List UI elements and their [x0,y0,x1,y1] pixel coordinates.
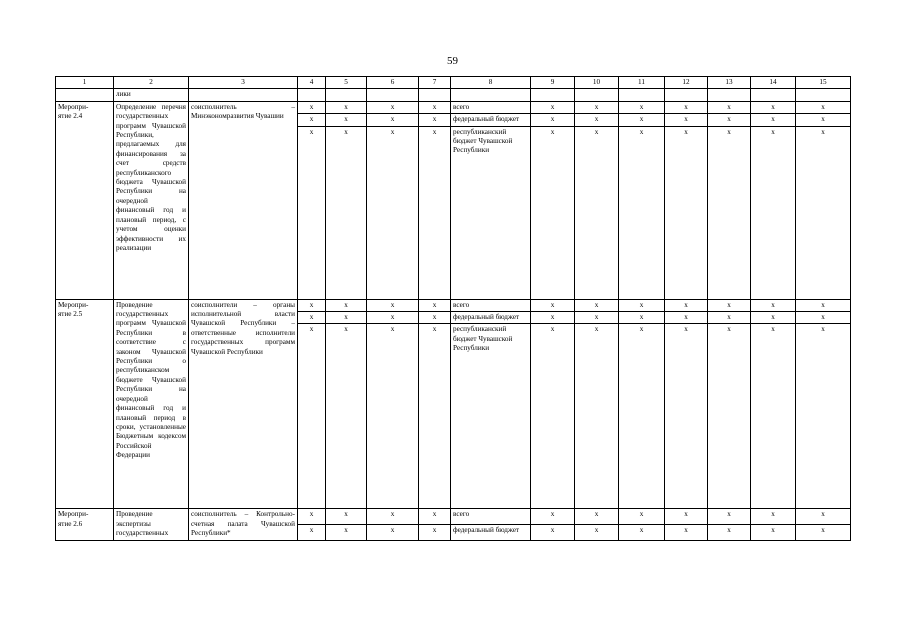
cell-x: x [619,509,665,525]
table-row [56,101,851,113]
event-executor: соисполнитель – Минэкономразвития Чувашии [189,101,298,299]
cell-x: x [419,525,451,541]
cell-x: x [419,324,451,509]
cell-x: x [796,312,851,324]
cell-x: x [326,525,367,541]
cell-x: x [665,126,708,299]
event-executor: соисполнители – органы исполнительной власти Чувашской Республики – ответственные исполнители государственных программ Чувашской Республики [189,299,298,509]
cell-x: x [796,101,851,113]
cell-x: x [708,525,751,541]
funding-source: республиканский бюджет Чувашской Республики [451,126,531,299]
cell-x: x [298,299,326,311]
cell-x: x [619,101,665,113]
cell-x: x [298,312,326,324]
event-executor: соисполнитель – Контрольно-счетная палата Чувашской Республики* [189,509,298,540]
event-number: Меропри- ятие 2.6 [56,509,114,540]
cell-x: x [326,299,367,311]
col-header: 3 [189,77,298,89]
cell-x: x [419,126,451,299]
cell-x: x [665,509,708,525]
cell-x: x [531,101,575,113]
cell-x: x [619,126,665,299]
col-header: 8 [451,77,531,89]
table-row [56,509,851,525]
page-number: 59 [447,55,458,67]
col-header: 13 [708,77,751,89]
cell-x: x [531,114,575,126]
table-row [56,299,851,311]
funding-source: всего [451,101,531,113]
cell-x: x [665,324,708,509]
funding-source: федеральный бюджет [451,312,531,324]
cell-x: x [796,509,851,525]
cell-x: x [298,509,326,525]
cell-x: x [367,299,419,311]
col-header: 10 [575,77,619,89]
continuation-row [56,89,851,101]
cell-x: x [367,525,419,541]
cell-x: x [619,324,665,509]
column-numbers-row [56,77,851,89]
cell-x: x [619,299,665,311]
cell-x: x [796,126,851,299]
cell-x: x [531,324,575,509]
cell-x: x [298,324,326,509]
col-header: 14 [751,77,796,89]
funding-source: всего [451,299,531,311]
cell-x: x [326,324,367,509]
event-description: Определение перечня государственных программ Чувашской Республики, предлагаемых для финансирования за счет средств республиканского бюджета Чувашской Республики на очередной финансовый год и плановый период, с учетом оценки эффективности их реализации [114,101,189,299]
col-header: 15 [796,77,851,89]
cell-x: x [367,114,419,126]
cell-x: x [298,126,326,299]
cell-x: x [575,126,619,299]
cell-x: x [751,126,796,299]
cell-x: x [796,114,851,126]
cell-x: x [419,312,451,324]
funding-source: всего [451,509,531,525]
cell-x: x [708,114,751,126]
cell-x: x [531,525,575,541]
cell-x: x [298,101,326,113]
cell-x: x [751,509,796,525]
cell-x: x [575,312,619,324]
cell-x: x [665,114,708,126]
cell-x: x [419,101,451,113]
cell-x: x [575,101,619,113]
cell-x: x [419,299,451,311]
cell-x: x [326,101,367,113]
cell-x: x [796,299,851,311]
cell-x: x [619,525,665,541]
cell-x: x [796,525,851,541]
cell-x: x [326,312,367,324]
cell-x: x [751,525,796,541]
col-header: 7 [419,77,451,89]
cell-x: x [367,324,419,509]
cell-x: x [575,299,619,311]
col-header: 11 [619,77,665,89]
budget-table [55,76,851,541]
col-header: 1 [56,77,114,89]
cell-x: x [367,509,419,525]
cell-x: x [531,126,575,299]
cell-x: x [751,101,796,113]
cell-x: x [367,312,419,324]
col-header: 12 [665,77,708,89]
cell-x: x [665,525,708,541]
event-description: Проведение экспертизы государственных [114,509,189,540]
cell-x: x [708,299,751,311]
cell-x: x [531,299,575,311]
cell-x: x [326,114,367,126]
cell-x: x [708,126,751,299]
col-header: 2 [114,77,189,89]
cell-x: x [665,312,708,324]
col-header: 4 [298,77,326,89]
cell-x: x [665,299,708,311]
cell-x: x [326,509,367,525]
event-number: Меропри- ятие 2.4 [56,101,114,299]
cell-x: x [575,114,619,126]
cell-x: x [419,509,451,525]
event-number: Меропри- ятие 2.5 [56,299,114,509]
cell-x: x [531,509,575,525]
col-header: 6 [367,77,419,89]
funding-source: федеральный бюджет [451,525,531,541]
cell-x: x [665,101,708,113]
cell-x: x [619,114,665,126]
cell-x: x [298,114,326,126]
cell-x: x [751,324,796,509]
funding-source: республиканский бюджет Чувашской Республики [451,324,531,509]
col-header: 5 [326,77,367,89]
cell-x: x [619,312,665,324]
cell-x: x [708,101,751,113]
continuation-text: лики [114,89,189,101]
col-header: 9 [531,77,575,89]
cell-x: x [326,126,367,299]
cell-x: x [531,312,575,324]
cell-x: x [575,525,619,541]
cell-x: x [708,509,751,525]
cell-x: x [751,299,796,311]
cell-x: x [298,525,326,541]
event-description: Проведение государственных программ Чувашской Республики в соответствие с законом Чувашской Республики о республиканском бюджете Чувашской Республики на очередной финансовый год и плановый период в сроки, установленные Бюджетным кодексом Российской Федерации [114,299,189,509]
cell-x: x [575,324,619,509]
cell-x: x [575,509,619,525]
cell-x: x [367,101,419,113]
cell-x: x [419,114,451,126]
cell-x: x [367,126,419,299]
cell-x: x [708,312,751,324]
funding-source: федеральный бюджет [451,114,531,126]
cell-x: x [708,324,751,509]
cell-x: x [796,324,851,509]
cell-x: x [751,312,796,324]
cell-x: x [751,114,796,126]
